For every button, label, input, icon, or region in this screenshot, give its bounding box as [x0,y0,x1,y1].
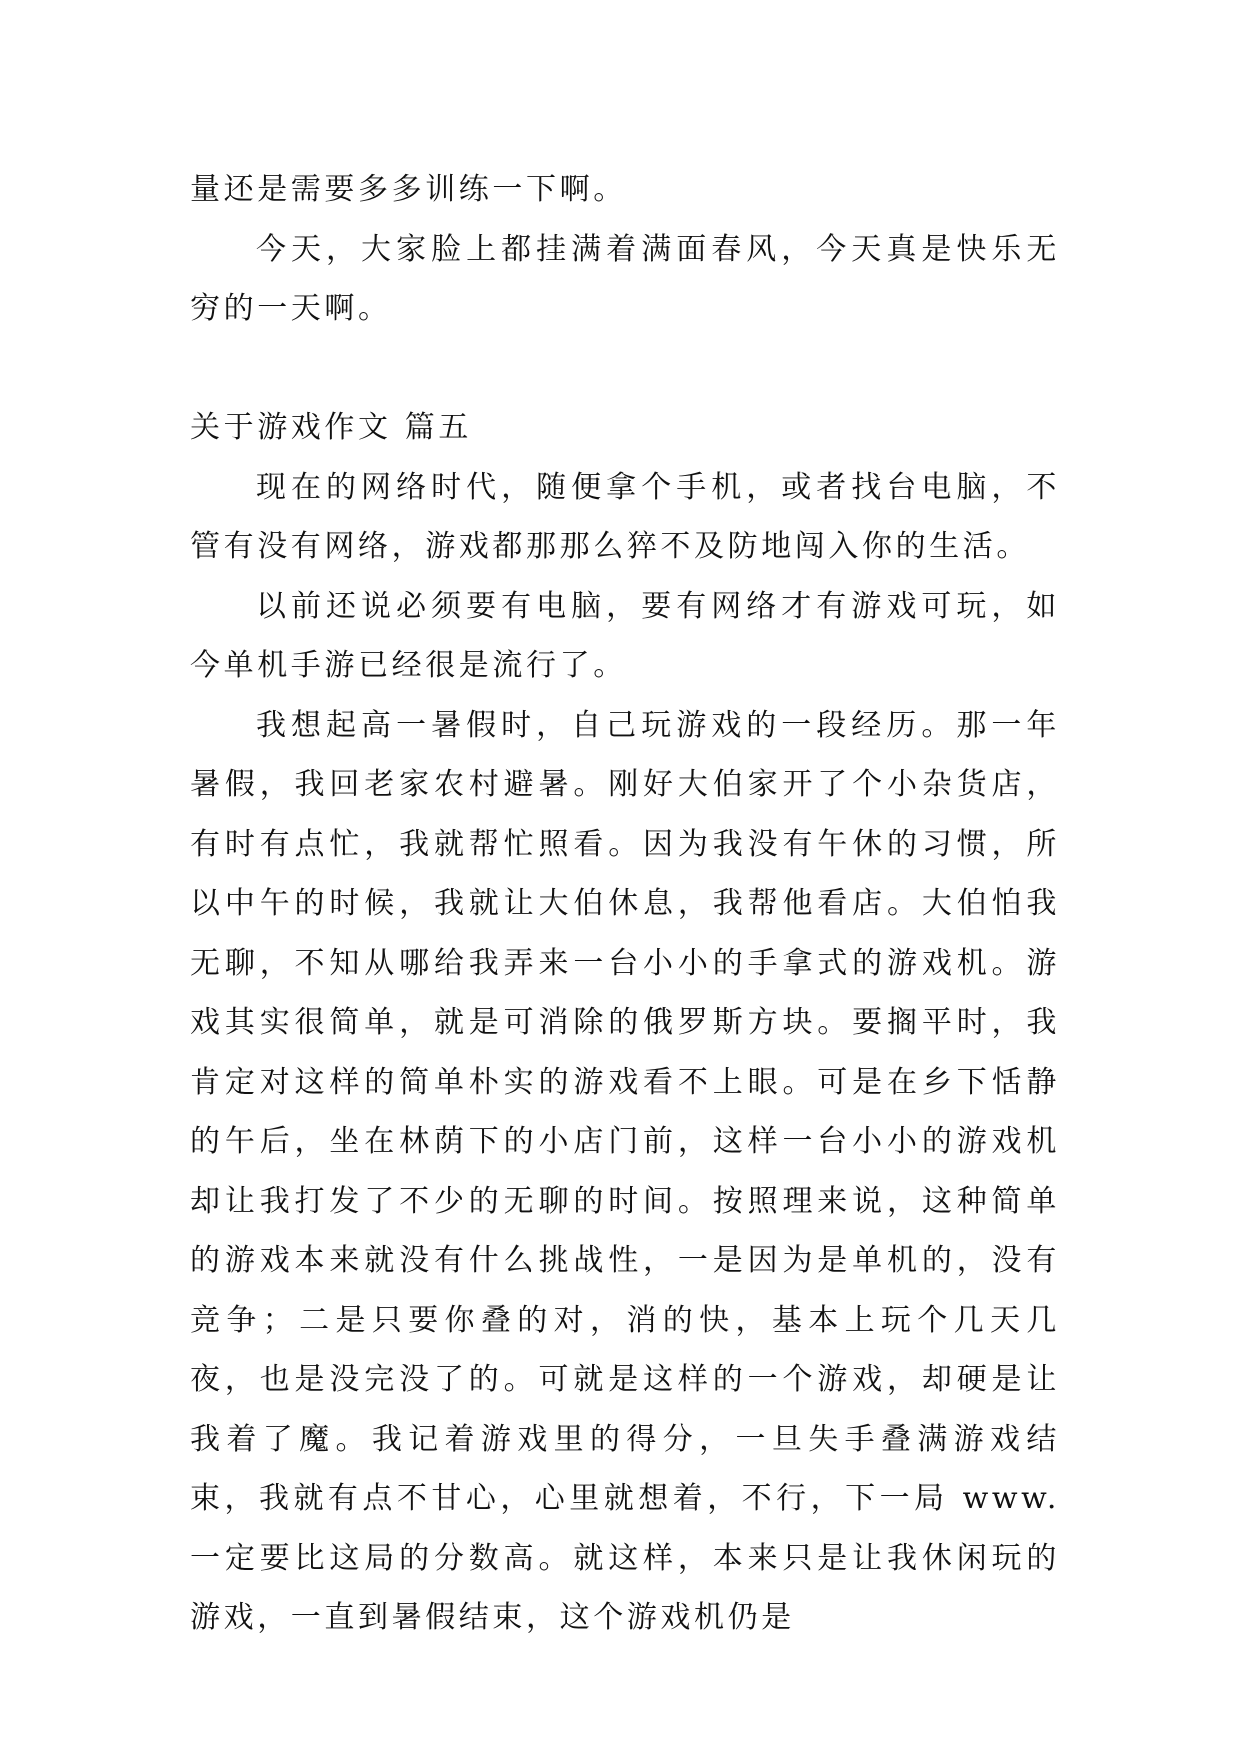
paragraph-continuation: 量还是需要多多训练一下啊。 [190,172,627,207]
document-body [190,160,1060,1648]
paragraph: 今天，大家脸上都挂满着满面春风，今天真是快乐无穷的一天啊。 [190,231,1060,326]
paragraph: 现在的网络时代，随便拿个手机，或者找台电脑，不管有没有网络，游戏都那那么猝不及防地闯入你的生活。 [190,469,1060,564]
blank-line [190,339,1060,399]
paragraph: 我想起高一暑假时，自己玩游戏的一段经历。那一年暑假，我回老家农村避暑。刚好大伯家开了个小杂货店，有时有点忙，我就帮忙照看。因为我没有午休的习惯，所以中午的时候，我就让大伯休息，我帮他看店。大伯怕我无聊，不知从哪给我弄来一台小小的手拿式的游戏机。游戏其实很简单，就是可消除的俄罗斯方块。要搁平时，我肯定对这样的简单朴实的游戏看不上眼。可是在乡下恬静的午后，坐在林荫下的小店门前，这样一台小小的游戏机却让我打发了不少的无聊的时间。按照理来说，这种简单的游戏本来就没有什么挑战性，一是因为是单机的，没有竞争；二是只要你叠的对，消的快，基本上玩个几天几夜，也是没完没了的。可就是这样的一个游戏，却硬是让我着了魔。我记着游戏里的得分，一旦失手叠满游戏结束，我就有点不甘心，心里就想着，不行，下一局 www. 一定要比这局的分数高。就这样，本来只是让我休闲玩的游戏，一直到暑假结束，这个游戏机仍是 [190,707,1060,1635]
paragraph: 以前还说必须要有电脑，要有网络才有游戏可玩，如今单机手游已经很是流行了。 [190,588,1060,683]
section-heading: 关于游戏作文 篇五 [190,410,472,445]
